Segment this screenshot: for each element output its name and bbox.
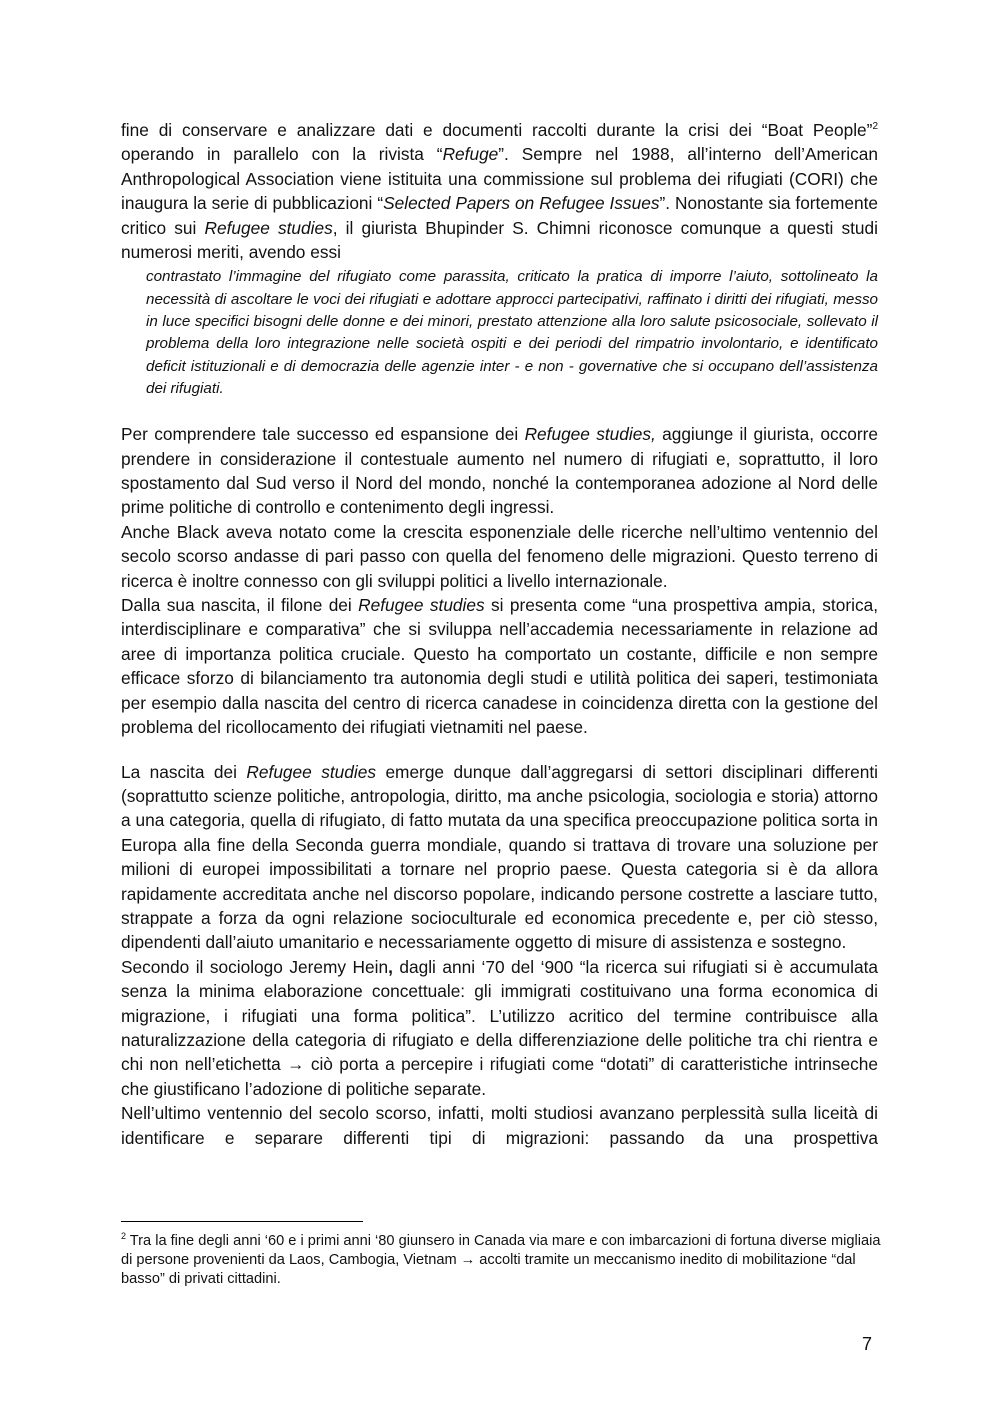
paragraph-1: [121, 118, 878, 264]
page-body: [121, 118, 878, 1150]
paragraph-2: [121, 422, 878, 520]
text-run: aggiunge il giurista, occorre prendere in considerazione il contestuale aumento nel numero di rifugiati e, soprattutto, il loro spostamento dal Sud verso il Nord del mondo, nonché la contemporanea adozione al Nord delle prime politiche di controllo e contenimento degli ingressi.: [121, 424, 878, 518]
page-number: 7: [862, 1334, 873, 1354]
footnote-reference[interactable]: 2: [872, 121, 878, 133]
footnote-separator: [121, 1221, 363, 1222]
spacer: [121, 740, 878, 760]
paragraph-4: [121, 593, 878, 739]
footnote: [121, 1232, 881, 1289]
text-run: Secondo il sociologo Jeremy Hein: [121, 956, 389, 977]
text-run: Dalla sua nascita, il filone dei: [121, 595, 359, 616]
italic-run: Refuge: [442, 144, 499, 165]
italic-run: Refugee studies: [358, 595, 485, 616]
paragraph-7: Nell’ultimo ventennio del secolo scorso, infatti, molti studiosi avanzano perplessità sulla liceità di identificare e separare differenti tipi di migrazioni: passando da una prospettiva: [121, 1103, 878, 1148]
footnote-text: Tra la fine degli anni ‘60 e i primi anni ‘80 giunsero in Canada via mare e con imbarcazioni di fortuna diverse migliaia di persone provenienti da Laos, Cambogia, Vietnam → accolti tramite un meccanismo inedito di mobilitazione “dal basso” di privati cittadini.: [121, 1233, 881, 1287]
block-quote: contrastato l’immagine del rifugiato come parassita, criticato la pratica di imporre l’aiuto, sottolineato la necessità di ascoltare le voci dei rifugiati e adottare approcci partecipativi, raffinato i diritti dei rifugiati, messo in luce specifici bisogni delle donne e dei minori, prestato attenzione alla loro salute psicosociale, sollevato il problema della loro integrazione nelle società ospiti e dei periodi del rimpatrio involontario, e identificato deficit istituzionali e di democrazia delle agenzie inter - e non - governative che si occupano dell’assistenza dei rifugiati.: [146, 268, 878, 397]
text-run: emerge dunque dall’aggregarsi di settori disciplinari differenti (soprattutto scienze politiche, antropologia, diritto, ma anche psicologia, sociologia e storia) attorno a una categoria, quella di rifugiato, di fatto mutata da una specifica preoccupazione politica sorta in Europa alla fine della Seconda guerra mondiale, quando si trattava di trovare una soluzione per milioni di europei impossibilitati a tornare nel proprio paese. Questa categoria si è da allora rapidamente accreditata anche nel discorso popolare, indicando persone costrette a lasciare tutto, strappate a forza da ogni relazione socioculturale ed economica precedente e, per ciò stesso, dipendenti dall’aiuto umanitario e necessariamente oggetto di misure di assistenza e sostegno.: [121, 761, 878, 953]
italic-run: Refugee studies,: [524, 424, 656, 445]
text-run: La nascita dei: [121, 761, 247, 782]
spacer: [121, 400, 878, 422]
text-run: ”. Sempre nel 1988, all’interno dell’American Anthropological Association viene istituita una commissione sul problema dei rifugiati (CORI) che inaugura la serie di pubblicazioni “: [121, 144, 878, 214]
paragraph-6: [121, 955, 878, 1101]
text-run: dagli anni ‘70 del ‘900 “la ricerca sui rifugiati si è accumulata senza la minima elaborazione concettuale: gli immigrati costituivano una forma economica di migrazione, i rifugiati una forma politica”. L’utilizzo acritico del termine contribuisce alla naturalizzazione della categoria di rifugiato e della differenziazione delle politiche tra chi rientra e chi non nell’etichetta → ciò porta a percepire i rifugiati come “dotati” di caratteristiche intrinseche che giustificano l’adozione di politiche separate.: [121, 956, 878, 1099]
text-run: Per comprendere tale successo ed espansione dei: [121, 424, 525, 445]
text-run: operando in parallelo con la rivista “: [121, 144, 443, 165]
text-run: ”. Nonostante sia fortemente critico sui: [121, 193, 878, 238]
italic-run: Refugee studies: [204, 217, 333, 238]
bold-run: ,: [388, 956, 393, 977]
text-run: fine di conservare e analizzare dati e documenti raccolti durante la crisi dei “Boat People”: [121, 120, 873, 140]
paragraph-3: Anche Black aveva notato come la crescita esponenziale delle ricerche nell’ultimo ventennio del secolo scorso andasse di pari passo con quella del fenomeno delle migrazioni. Questo terreno di ricerca è inoltre connesso con gli sviluppi politici a livello internazionale.: [121, 521, 878, 591]
footnote-number: 2: [121, 1231, 127, 1242]
text-run: si presenta come “una prospettiva ampia, storica, interdisciplinare e comparativa” che si sviluppa nell’accademia necessariamente in relazione ad aree di importanza politica cruciale. Questo ha comportato un costante, difficile e non sempre efficace sforzo di bilanciamento tra autonomia degli studi e utilità politica dei saperi, testimoniata per esempio dalla nascita del centro di ricerca canadese in coincidenza diretta con la gestione del problema del ricollocamento dei rifugiati vietnamiti nel paese.: [121, 595, 878, 738]
paragraph-5: [121, 760, 878, 955]
italic-run: Refugee studies: [246, 761, 376, 782]
italic-run: Selected Papers on Refugee Issues: [383, 193, 660, 214]
text-run: , il giurista Bhupinder S. Chimni riconosce comunque a questi studi numerosi meriti, avendo essi: [121, 217, 878, 263]
